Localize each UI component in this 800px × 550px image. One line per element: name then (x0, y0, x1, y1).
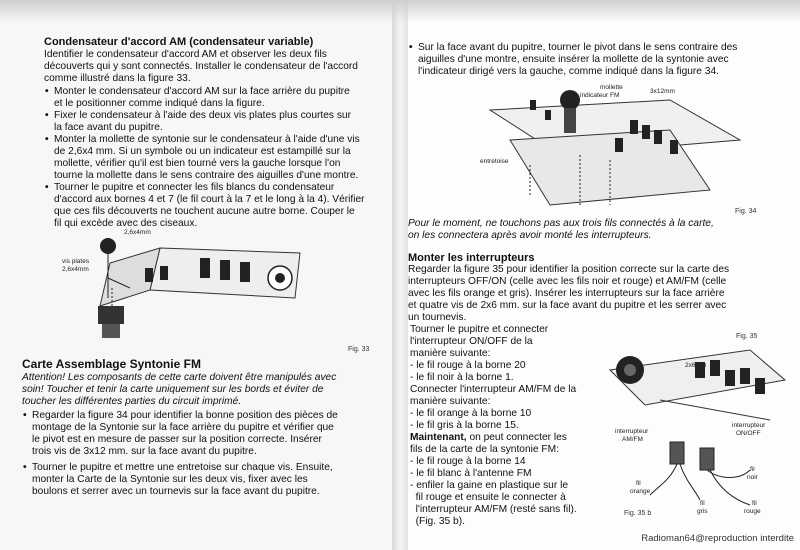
fig35-label-rouge-2: rouge (744, 508, 761, 515)
step-line-1: Tourner le pupitre et connecter (410, 324, 549, 335)
fig33-label-plates-1: vis plates (62, 258, 90, 265)
fig34-label-mollette: mollette (600, 84, 623, 91)
fig35-label-amfm-1: interrupteur (615, 428, 649, 435)
bullet2-1-line-4: trois vis de 3x12 mm. sur la face avant du pupitre. (32, 446, 257, 457)
fig33-label-plates-2: 2,6x4mm (62, 266, 89, 273)
fig34-label-indicateur: indicateur FM (580, 92, 620, 99)
figure-33-illustration (50, 228, 380, 353)
step-line-9: - le fil gris à la borne 15. (410, 420, 519, 431)
para-line-5: un tournevis. (408, 312, 467, 323)
maintenant-rest: on peut connecter les (466, 432, 567, 443)
bullet2-1-line-2: montage de la Syntonie sur la face arrière du pupitre et vérifier que (32, 422, 334, 433)
bullet2-2-line-1: • Tourner le pupitre et mettre une entretoise sur chaque vis. Ensuite, (32, 462, 333, 474)
fig35-label-screw: 2x6mm (685, 362, 707, 369)
bullet-3-line-1: • Monter la mollette de syntonie sur le condensateur à l'aide d'une vis (54, 134, 360, 146)
bullet-3-line-2: de 2,6x4 mm. Si un symbole ou un indicateur est estampillé sur la (54, 146, 351, 157)
attention-line-2: soin! Toucher et tenir la carte uniquement sur les bords et éviter de (22, 384, 324, 395)
right-bullet-line-2: aiguilles d'une montre, ensuite insérer la mollette de la syntonie avec (418, 54, 729, 65)
bullet2-1-line-1: • Regarder la figure 34 pour identifier la bonne position des pièces de (32, 410, 338, 422)
bullet-3-line-3: mollette, vérifier qu'il est bien tourné vers la gauche lorsque l'on (54, 158, 341, 169)
maintenant-line (410, 432, 567, 444)
figure-34-illustration (470, 80, 760, 215)
bullet2-1-line-3: le pivot est en mesure de passer sur la position correcte. Insérer (32, 434, 322, 445)
fig35-label-gris-2: gris (697, 508, 708, 515)
step-line-2: l'interrupteur ON/OFF de la (410, 336, 533, 347)
book-gutter (392, 0, 408, 550)
attention-line-3: toucher les différentes parties du circuit imprimé. (22, 396, 242, 407)
fig33-label-screw: 2,6x4mm (124, 229, 151, 236)
top-shadow (0, 0, 800, 22)
section-title-condensateur: Condensateur d'accord AM (condensateur variable) (44, 36, 314, 48)
fig35-label-gris-1: fil (700, 500, 705, 507)
step2-line-6: l'interrupteur AM/FM (resté sans fil). (410, 504, 577, 515)
step-line-6: Connecter l'interrupteur AM/FM de la (410, 384, 577, 395)
step-line-7: manière suivante: (410, 396, 491, 407)
fig35-label-onoff-2: ON/OFF (736, 430, 761, 437)
bullet-4-line-3: que ces fils découverts ne touchent aucune autre borne. Couper le (54, 206, 355, 217)
fig35-label-orange-2: orange (630, 488, 651, 495)
bullet-4-line-1: • Tourner le pupitre et connecter les fils blancs du condensateur (54, 182, 334, 194)
fig35-label-orange-1: fil (636, 480, 641, 487)
bullet2-2-line-3: boulons et serrer avec un tournevis sur la face avant du pupitre. (32, 486, 320, 497)
intro-line-2: découverts qui y sont connectés. Installer le condensateur de l'accord (44, 61, 358, 72)
reproduction-credit: Radioman64@reproduction interdite (641, 533, 794, 544)
right-bullet-line-1: • Sur la face avant du pupitre, tourner le pivot dans le sens contraire des (418, 42, 737, 54)
fig35b-caption: Fig. 35 b (624, 510, 652, 517)
note-line-1: Pour le moment, ne touchons pas aux trois fils connectés à la carte, (408, 218, 714, 229)
step2-line-3: - le fil blanc à l'antenne FM (410, 468, 532, 479)
bullet-3-line-4: tourne la mollette dans le sens contraire des aiguilles d'une montre. (54, 170, 359, 181)
fig35-label-onoff-1: interrupteur (732, 422, 766, 429)
para-line-4: et quatre vis de 2x6 mm. sur la face avant du pupitre et les serrer avec (408, 300, 727, 311)
para-line-3: avec les fils orange et gris). Insérer les interrupteurs sur la face arrière (408, 288, 725, 299)
bullet-2-line-1: • Fixer le condensateur à l'aide des deux vis plates plus courtes sur (54, 110, 351, 122)
step2-line-2: - le fil rouge à la borne 14 (410, 456, 526, 467)
bullet-4-line-4: fil qui excède avec des ciseaux. (54, 218, 198, 229)
bullet-2-line-2: la face avant du pupitre. (54, 122, 163, 133)
fig33-caption: Fig. 33 (348, 346, 370, 353)
fig34-label-entretoise: entretoise (480, 158, 509, 165)
intro-line-3: comme illustré dans la figure 33. (44, 73, 191, 84)
fig35-label-noir-2: noir (747, 474, 758, 481)
bullet2-2-line-2: monter la Carte de la Syntonie sur les deux vis, fixer avec les (32, 474, 308, 485)
step-line-5: - le fil noir à la borne 1. (410, 372, 514, 383)
step2-line-7: (Fig. 35 b). (410, 516, 465, 527)
bullet-4-line-2: d'accord aux bornes 4 et 7 (le fil court à la 7 et le long à la 4). Vérifier (54, 194, 365, 205)
step-line-8: - le fil orange à la borne 10 (410, 408, 532, 419)
para-line-2: interrupteurs OFF/ON (celle avec les fils noir et rouge) et AM/FM (celle (408, 276, 727, 287)
step-line-3: manière suivante: (410, 348, 491, 359)
attention-line-1: Attention! Les composants de cette carte doivent être manipulés avec (22, 372, 337, 383)
fig35-label-rouge-1: fil (752, 500, 757, 507)
fig35-label-amfm-2: AM/FM (622, 436, 643, 443)
fig34-caption: Fig. 34 (735, 208, 757, 215)
maintenant-bold: Maintenant, (410, 432, 467, 443)
step2-line-5: fil rouge et ensuite le connecter à (410, 492, 566, 503)
step2-line-1: fils de la carte de la syntonie FM: (410, 444, 559, 455)
fig35-caption: Fig. 35 (736, 333, 758, 340)
intro-line-1: Identifier le condensateur d'accord AM et observer les deux fils (44, 49, 327, 60)
right-bullet-line-3: l'indicateur dirigé vers la gauche, comme indiqué dans la figure 34. (418, 66, 719, 77)
note-line-2: on les connectera après avoir monté les interrupteurs. (408, 230, 652, 241)
fig34-label-screw: 3x12mm (650, 88, 675, 95)
bullet-1-line-1: • Monter le condensateur d'accord AM sur la face arrière du pupitre (54, 86, 350, 98)
bullet-1-line-2: et le positionner comme indiqué dans la figure. (54, 98, 265, 109)
fig35-label-noir-1: fil (750, 466, 755, 473)
section-title-carte-syntonie: Carte Assemblage Syntonie FM (22, 357, 201, 371)
step2-line-4: - enfiler la gaine en plastique sur le (410, 480, 569, 491)
section-title-interrupteurs: Monter les interrupteurs (408, 252, 535, 264)
step-line-4: - le fil rouge à la borne 20 (410, 360, 526, 371)
para-line-1: Regarder la figure 35 pour identifier la position correcte sur la carte des (408, 264, 730, 275)
